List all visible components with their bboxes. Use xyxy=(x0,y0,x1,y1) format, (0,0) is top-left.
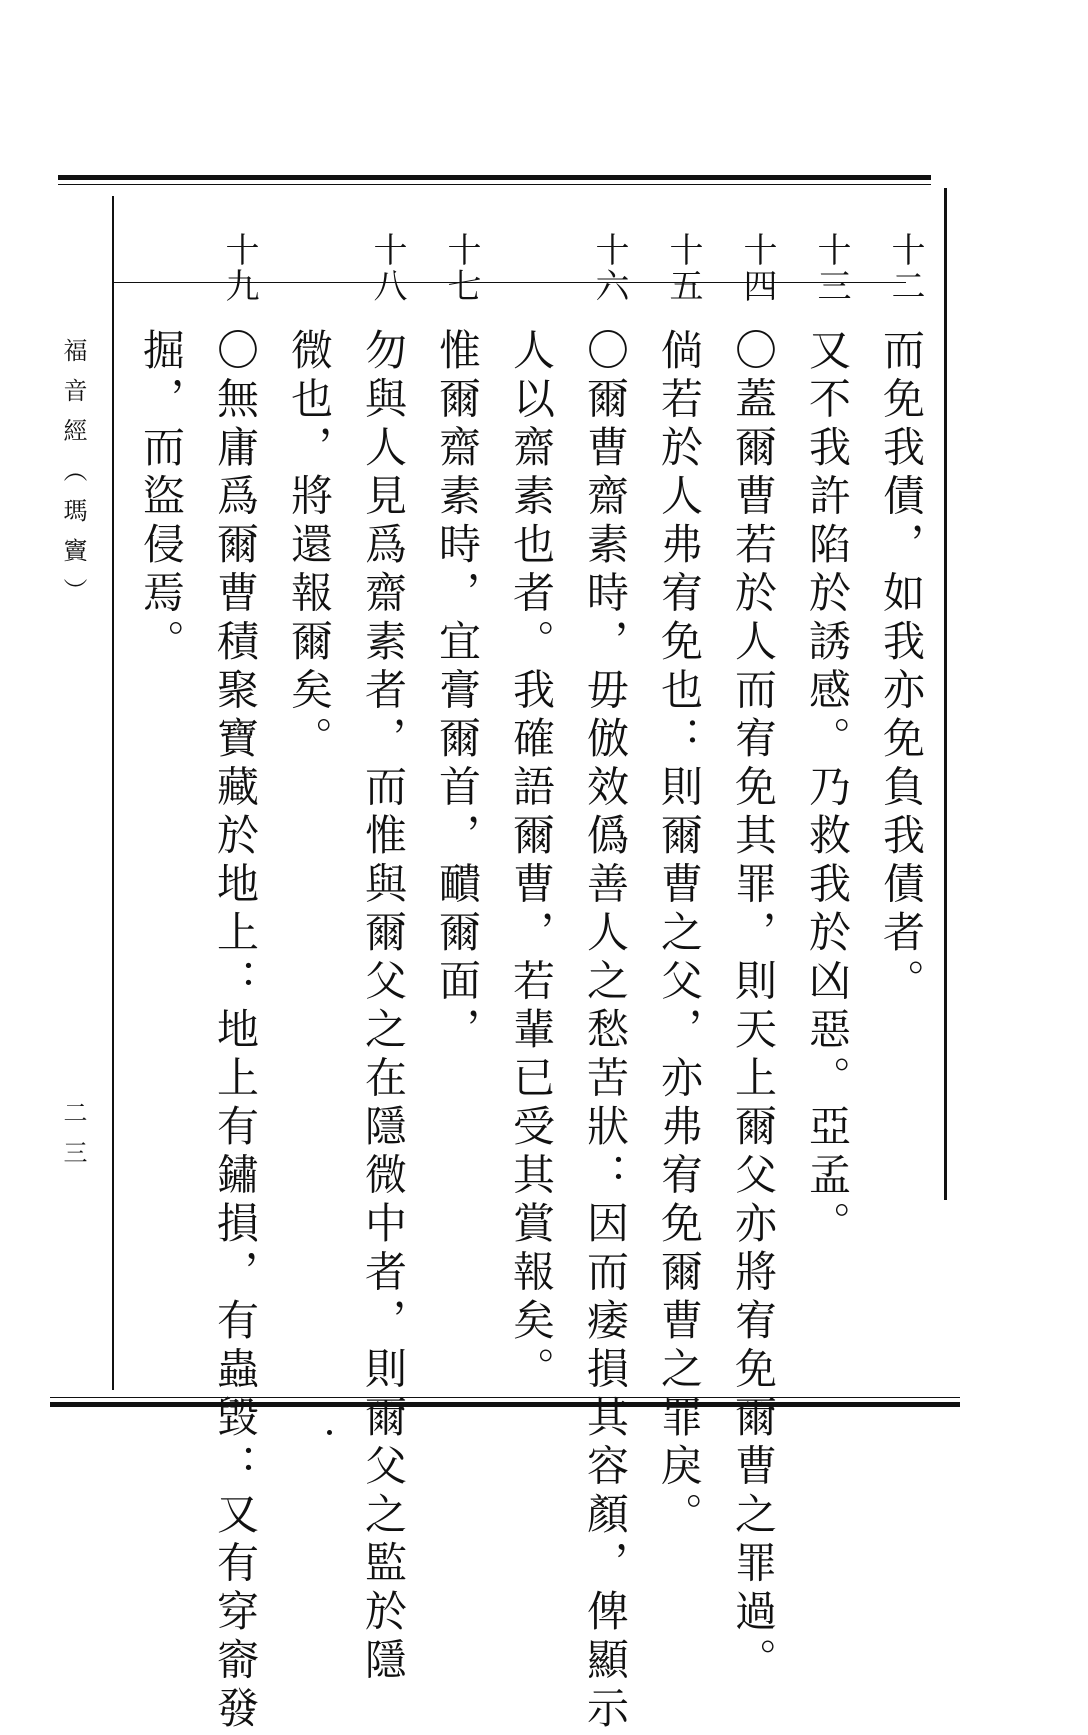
top-rule-thin xyxy=(58,184,931,185)
verse-number-15: 十五 xyxy=(663,232,703,304)
book-title: 福音經（瑪竇） xyxy=(59,338,87,618)
verse-number-12: 十二 xyxy=(885,232,925,304)
text-column: 〇爾曹齋素時，毋倣效僞善人之愁苦狀：因而痿損其容顏，俾顯示 xyxy=(581,328,630,1735)
right-frame-line xyxy=(944,188,947,1200)
verse-number-16: 十六 xyxy=(589,232,629,304)
verse-number-19: 十九 xyxy=(219,232,259,304)
text-column: 又不我許陷於誘感。乃救我於凶惡。亞孟。 xyxy=(803,328,852,1250)
text-column: 掘，而盜侵焉。 xyxy=(137,328,186,668)
page-number: 二三 xyxy=(59,1100,87,1180)
text-column: 人以齋素也者。我確語爾曹，若輩已受其賞報矣。 xyxy=(507,328,556,1395)
bottom-rule-thick xyxy=(50,1402,960,1407)
verse-number-18: 十八 xyxy=(367,232,407,304)
text-column: 而免我債，如我亦免負我債者。 xyxy=(877,328,926,1007)
left-frame-line xyxy=(112,196,114,1390)
ink-dot xyxy=(327,1430,332,1435)
text-column: 〇蓋爾曹若於人而宥免其罪，則天上爾父亦將宥免爾曹之罪過。 xyxy=(729,328,778,1686)
text-column: 勿與人見爲齋素者，而惟與爾父之在隱微中者，則爾父之監於隱 xyxy=(359,328,408,1686)
verse-number-13: 十三 xyxy=(811,232,851,304)
verse-number-14: 十四 xyxy=(737,232,777,304)
top-rule-thick xyxy=(58,175,931,180)
text-column: 微也，將還報爾矣。 xyxy=(285,328,334,765)
verse-number-17: 十七 xyxy=(441,232,481,304)
text-column: 惟爾齋素時，宜膏爾首，靧爾面， xyxy=(433,328,482,1056)
text-column: 〇無庸爲爾曹積聚寶藏於地上：地上有鏽損，有蟲毀：又有穿窬發 xyxy=(211,328,260,1735)
text-column: 倘若於人弗宥免也：則爾曹之父，亦弗宥免爾曹之罪戾。 xyxy=(655,328,704,1541)
bottom-rule-thin xyxy=(50,1397,960,1398)
